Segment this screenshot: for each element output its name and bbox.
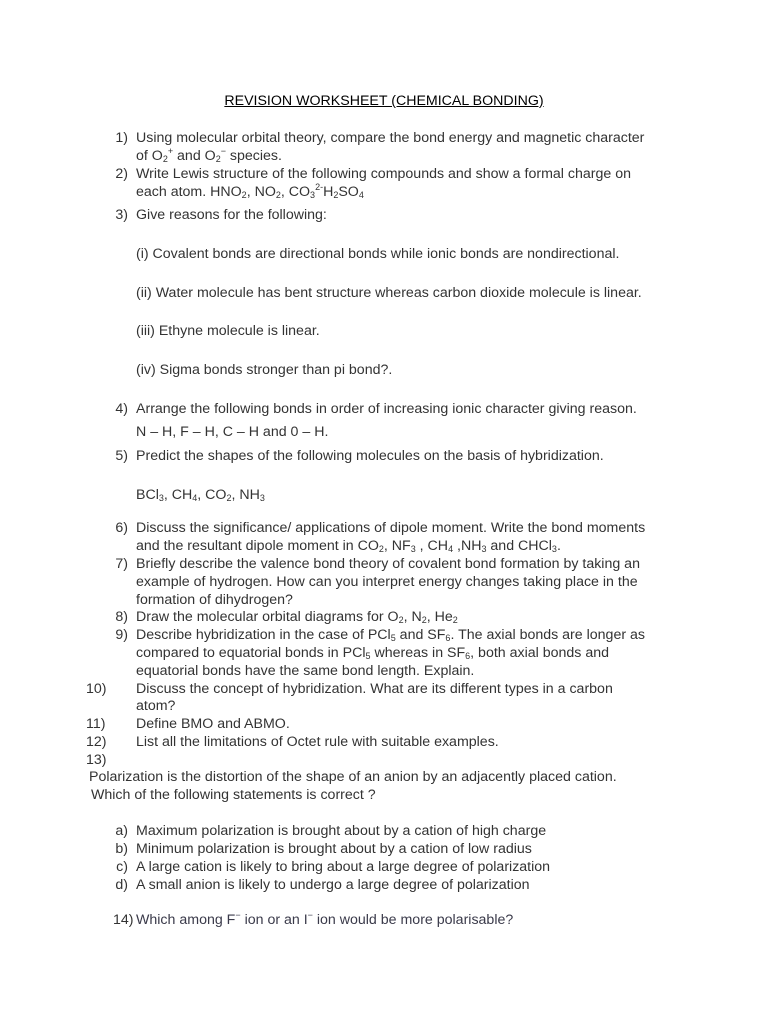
question-text: Define BMO and ABMO.: [136, 716, 290, 732]
question-number: 7): [115, 556, 128, 572]
question-text: Draw the molecular orbital diagrams for $O_2$, $N_2$, $He_2$: [136, 609, 458, 625]
question-number: 4): [115, 401, 128, 417]
question-text: Which of the following statements is correct ?: [91, 787, 376, 803]
question-text: Arrange the following bonds in order of increasing ionic character giving reason.: [136, 401, 637, 417]
question-number: 13): [86, 752, 107, 768]
question-text: Using molecular orbital theory, compare the bond energy and magnetic character: [136, 130, 645, 146]
question-text: compared to equatorial bonds in PCl$_5$ whereas in $SF_6$, both axial bonds and: [136, 645, 609, 661]
question-text: formation of dihydrogen?: [136, 592, 293, 608]
question-text: Discuss the significance/ applications of dipole moment. Write the bond moments: [136, 520, 646, 536]
option-key: c): [116, 859, 128, 875]
question-number: 8): [115, 609, 128, 625]
question-number: 6): [115, 520, 128, 536]
question-text: and the resultant dipole moment in $CO_2$, $NF_3$ , $CH_4$ $,NH_3$ and CHCl$_3$.: [136, 538, 561, 554]
option-text: A small anion is likely to undergo a large degree of polarization: [136, 877, 530, 893]
question-text: Which among F− ion or an I− ion would be more polarisable?: [136, 910, 514, 928]
question-text: equatorial bonds have the same bond length. Explain.: [136, 663, 475, 679]
option-text: Maximum polarization is brought about by a cation of high charge: [136, 823, 547, 839]
question-number: 10): [86, 681, 107, 697]
sub-question: (iv) Sigma bonds stronger than pi bond?.: [136, 362, 393, 378]
question-text: Describe hybridization in the case of PCl$_5$ and $SF_6$. The axial bonds are longer as: [136, 627, 645, 643]
question-number: 2): [115, 166, 128, 182]
sub-question: (ii) Water molecule has bent structure whereas carbon dioxide molecule is linear.: [136, 285, 642, 301]
question-number: 3): [115, 207, 128, 223]
question-number: 1): [115, 130, 128, 146]
question-number: 5): [115, 448, 128, 464]
option-key: b): [115, 841, 128, 857]
question-text: Briefly describe the valence bond theory of covalent bond formation by taking an: [136, 556, 640, 572]
option-key: a): [115, 823, 128, 839]
question-text: example of hydrogen. How can you interpret energy changes taking place in the: [136, 574, 638, 590]
question-number: 9): [115, 627, 128, 643]
option-text: Minimum polarization is brought about by a cation of low radius: [136, 841, 532, 857]
question-text: List all the limitations of Octet rule with suitable examples.: [136, 734, 499, 750]
sub-question: (i) Covalent bonds are directional bonds while ionic bonds are nondirectional.: [136, 246, 620, 262]
question-text: of $O_2^+$ and $O_2^-$ species.: [136, 146, 282, 164]
question-number: 12): [86, 734, 107, 750]
page-title: REVISION WORKSHEET (CHEMICAL BONDING): [224, 93, 544, 109]
question-text: Write Lewis structure of the following compounds and show a formal charge on: [136, 166, 631, 182]
question-text: atom?: [136, 698, 176, 714]
option-key: d): [115, 877, 128, 893]
question-text: Polarization is the distortion of the shape of an anion by an adjacently placed cation.: [89, 769, 617, 785]
question-text: Predict the shapes of the following molecules on the basis of hybridization.: [136, 448, 604, 464]
question-text: N – H, F – H, C – H and 0 – H.: [136, 424, 329, 440]
question-text: Discuss the concept of hybridization. What are its different types in a carbon: [136, 681, 613, 697]
question-text: Give reasons for the following:: [136, 207, 327, 223]
option-text: A large cation is likely to bring about a large degree of polarization: [136, 859, 551, 875]
question-text: each atom. $HNO_2$, $NO_2$, $CO_3^{2-}H_2SO_4$: [136, 182, 364, 200]
question-number: 14): [113, 912, 134, 928]
molecule-list: BCl$_3$, $CH_4$, $CO_2$, $NH_3$: [136, 487, 265, 503]
question-number: 11): [86, 716, 106, 732]
sub-question: (iii) Ethyne molecule is linear.: [136, 323, 320, 339]
